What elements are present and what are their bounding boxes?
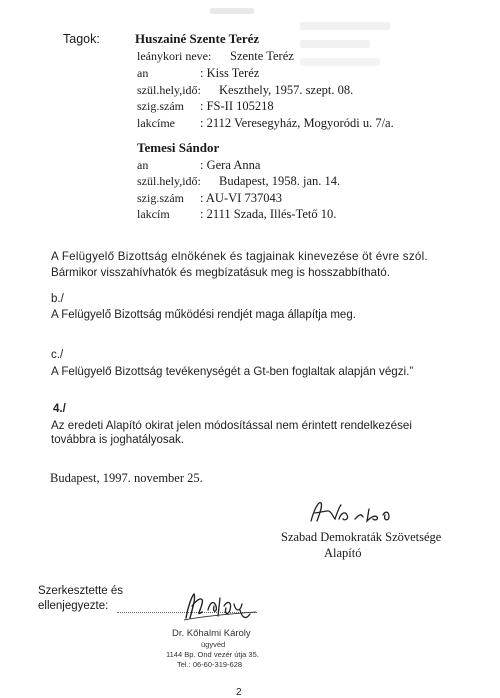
member-1-id-value: : FS-II 105218 [200,99,274,113]
section-4-label: 4./ [53,403,66,415]
page-number: 2 [236,688,242,698]
scan-smudge [300,40,370,48]
member-1-id-label: szig.szám [137,99,184,113]
member-1-address-label: lakcíme [137,116,175,130]
member-2-name: Temesi Sándor [137,140,220,155]
member-1-mother-label: an [137,66,149,80]
lawyer-title: ügyvéd [201,640,226,649]
member-1-birth-label: szül.hely,idő: [137,83,201,97]
member-2-birth-label: szül.hely,idő: [137,174,201,188]
member-1-name: Huszainé Szente Teréz [135,31,260,46]
section-b-label: b./ [51,293,64,305]
section-4-line-1: Az eredeti Alapító okirat jelen módosítással nem érintett rendelkezései [51,419,412,432]
lawyer-signature [180,588,260,626]
lawyer-name: Dr. Kőhalmi Károly [172,628,251,639]
lawyer-phone: Tel.: 06-60-319-628 [177,660,243,669]
scan-smudge [210,8,254,14]
section-c-label: c./ [51,349,64,361]
section-c-text: A Felügyelő Bizottság tevékenységét a Gt-ben foglaltak alapján végzi.” [51,365,414,378]
scan-smudge [300,22,390,30]
members-label: Tagok: [63,32,100,46]
section-4-line-2: továbbra is joghatályosak. [51,434,184,446]
founder-signature [305,497,415,527]
member-1-mother-value: : Kiss Teréz [200,66,260,80]
member-2-address-label: lakcím [137,207,170,221]
member-2-address-value: : 2111 Szada, Illés-Tető 10. [200,207,337,221]
member-2-id-value: : AU-VI 737043 [200,191,282,205]
paragraph-appointment-line-1: A Felügyelő Bizottság elnökének és tagjainak kinevezése öt évre szól. [51,250,428,263]
section-b-text: A Felügyelő Bizottság működési rendjét maga állapítja meg. [51,309,356,321]
member-1-maiden-label: leánykori neve: [137,49,212,63]
edited-by-line-1: Szerkesztette és [38,585,124,597]
member-1-maiden-value: Szente Teréz [230,49,294,63]
member-1-birth-value: Keszthely, 1957. szept. 08. [219,83,354,97]
founder-role: Alapító [324,546,362,560]
founder-organization: Szabad Demokraták Szövetsége [281,530,442,544]
edited-by-line-2: ellenjegyezte: [38,600,109,612]
place-date: Budapest, 1997. november 25. [50,471,203,485]
member-2-birth-value: Budapest, 1958. jan. 14. [219,174,341,188]
member-2-mother-value: : Gera Anna [200,158,261,172]
member-2-mother-label: an [137,158,149,172]
member-2-id-label: szig.szám [137,191,184,205]
scan-smudge [300,58,380,66]
member-1-address-value: : 2112 Veresegyház, Mogyoródi u. 7/a. [200,116,394,130]
lawyer-address: 1144 Bp. Ond vezér útja 35. [166,650,259,659]
paragraph-appointment-line-2: Bármikor visszahívhatók és megbízatásuk meg is hosszabbítható. [51,266,390,279]
